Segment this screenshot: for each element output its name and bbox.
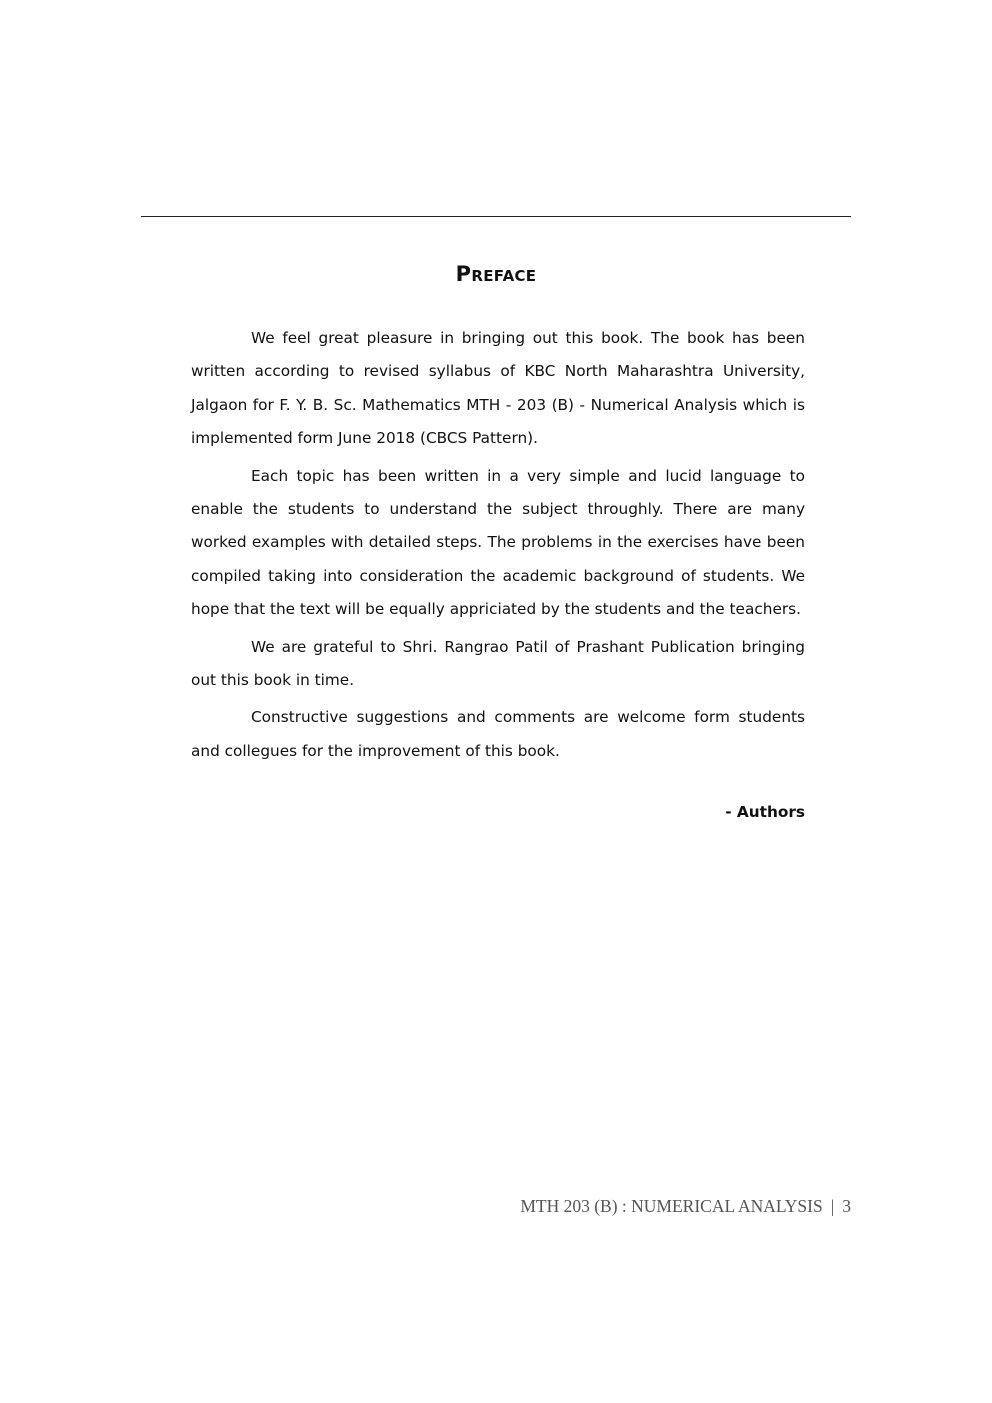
header-rule <box>141 216 851 217</box>
paragraph-2: Each topic has been written in a very simple and lucid language to enable the students to understand the subject throughly. There are many worked examples with detailed steps. The problems in the exercises have been compiled taking into consideration the academic background of students. We hope that the text will be equally appriciated by the students and the teachers. <box>191 466 805 619</box>
running-title: MTH 203 (B) : NUMERICAL ANALYSIS <box>520 1196 823 1216</box>
page-number: 3 <box>842 1196 851 1216</box>
footer-separator: | <box>830 1196 835 1216</box>
paragraph-3: We are grateful to Shri. Rangrao Patil of Prashant Publication bringing out this book in time. <box>191 637 805 690</box>
paragraph-1: We feel great pleasure in bringing out this book. The book has been written according to revised syllabus of KBC North Maharashtra University, Jalgaon for F. Y. B. Sc. Mathematics MTH - 203 (B) - Numerical Analysis which is implemented form June 2018 (CBCS Pattern). <box>191 329 805 448</box>
title-rest: REFACE <box>471 267 537 285</box>
page-title <box>0 262 992 286</box>
title-initial: P <box>455 262 472 286</box>
preface-body <box>191 322 805 772</box>
paragraph-4: Constructive suggestions and comments are welcome form students and collegues for the improvement of this book. <box>191 708 805 760</box>
page-footer <box>400 1196 851 1217</box>
authors-signoff: - Authors <box>725 803 805 821</box>
